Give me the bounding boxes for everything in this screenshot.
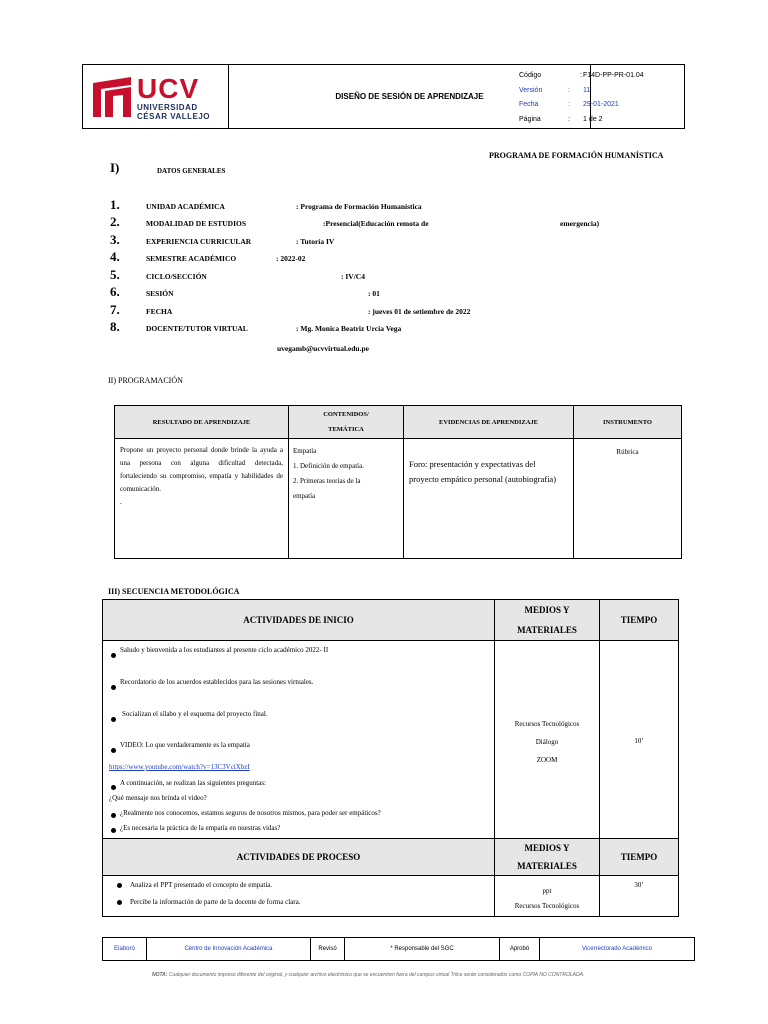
- proceso-item: Percibe la información de parte de la docente de forma clara.: [130, 898, 301, 906]
- document-title: DISEÑO DE SESIÓN DE APRENDIZAJE: [229, 65, 591, 128]
- elaboro-label: Elaboró: [103, 938, 147, 960]
- header-contenidos: [289, 406, 404, 439]
- bullet-icon: [111, 653, 116, 658]
- meta-label: Página: [519, 115, 541, 123]
- proceso-medios-header: [495, 839, 600, 876]
- programacion-table: [114, 405, 682, 559]
- question-3: ¿Es necesaria la práctica de la empatía en nuestras vidas?: [120, 824, 281, 832]
- contenido-line: Empatía: [293, 447, 317, 455]
- approval-footer: [102, 937, 695, 961]
- resultado-text: Propone un proyecto personal donde brinde la ayuda a una persona con alguna dificultad detectada, fortaleciendo su compromiso, empatía y habilidades de comunicación.: [120, 446, 283, 493]
- instrumento-cell: Rúbrica: [574, 439, 682, 559]
- logo-subtitle: [137, 103, 210, 121]
- item-number: 2.: [110, 214, 120, 229]
- unidad-value: : Programa de Formación Humanística: [296, 202, 422, 211]
- contenido-line: 1. Definición de empatía.: [293, 462, 364, 470]
- bullet-icon: [111, 785, 116, 790]
- evidencia-line: proyecto empático personal (autobiografía): [409, 474, 557, 484]
- medios-header-line2: MATERIALES: [517, 861, 577, 871]
- aprobo-value: Vicerrectorado Académico: [582, 946, 652, 952]
- resultado-dot: .: [120, 498, 122, 506]
- meta-label: Versión: [519, 86, 543, 94]
- contenido-line: 2. Primeras teorías de la: [293, 477, 361, 485]
- inicio-activities-cell: [103, 641, 495, 839]
- inicio-tiempo-header: TIEMPO: [600, 600, 679, 641]
- proceso-header: ACTIVIDADES DE PROCESO: [103, 839, 495, 876]
- header-instrumento: INSTRUMENTO: [574, 406, 682, 439]
- proceso-tiempo-header: TIEMPO: [600, 839, 679, 876]
- reviso-label: Revisó: [311, 938, 345, 960]
- note-text: Cualquier documento impreso diferente del original, y cualquier archivo electrónico que se encuentren fuera del campus virtual Trilce serán considerados como COPIA NO CONTROLADA.: [168, 972, 585, 978]
- unidad-label: UNIDAD ACADÉMICA: [146, 202, 225, 211]
- meta-sep: :: [580, 72, 582, 79]
- item-number: 6.: [110, 284, 120, 299]
- inicio-item: A continuación, se realizan las siguientes preguntas:: [120, 779, 266, 787]
- sesion-label: SESIÓN: [146, 289, 174, 298]
- bullet-icon: [111, 685, 116, 690]
- medio-item: Recursos Tecnológicos: [514, 720, 580, 728]
- docente-value: : Mg. Monica Beatriz Urcia Vega: [296, 324, 402, 333]
- bullet-icon: [117, 883, 122, 888]
- meta-row-pagina: [519, 116, 679, 131]
- meta-value: 29-01-2021: [583, 101, 619, 108]
- meta-value: F14D-PP-PR-01.04: [583, 72, 644, 79]
- modalidad-value: :Presencial(Educación remota de: [323, 219, 429, 228]
- header-evidencias: EVIDENCIAS DE APRENDIZAJE: [404, 406, 574, 439]
- meta-sep: :: [568, 101, 570, 108]
- bullet-icon: [111, 828, 116, 833]
- proceso-item: Analiza el PPT presentado el concepto de empatía.: [130, 881, 273, 889]
- reviso-value: * Responsable del SGC: [345, 938, 500, 960]
- sesion-value: : 01: [368, 289, 380, 298]
- aprobo-label: Aprobó: [500, 938, 540, 960]
- header-contenidos-line1: CONTENIDOS/: [323, 411, 369, 418]
- experiencia-label: EXPERIENCIA CURRICULAR: [146, 237, 252, 246]
- footer-note: [152, 972, 584, 978]
- bullet-icon: [111, 748, 116, 753]
- medio-item: Recursos Tecnológicos: [514, 902, 580, 910]
- elaboro-value: Centro de Innovación Académica: [147, 938, 311, 960]
- inicio-header: ACTIVIDADES DE INICIO: [103, 600, 495, 641]
- experiencia-value: : Tutoría IV: [296, 237, 335, 246]
- question-1: ¿Qué mensaje nos brinda el video?: [109, 794, 207, 802]
- ucv-logo: [83, 65, 229, 128]
- document-meta: [519, 72, 679, 130]
- modalidad-label: MODALIDAD DE ESTUDIOS: [146, 219, 247, 228]
- meta-value: 11: [583, 86, 591, 94]
- ucv-emblem-icon: [93, 77, 131, 117]
- ciclo-value: : IV/C4: [341, 272, 365, 281]
- bullet-icon: [111, 717, 116, 722]
- inicio-medios-cell: [495, 641, 600, 839]
- section-1-number: I): [110, 160, 120, 175]
- item-number: 1.: [110, 197, 120, 212]
- item-number: 7.: [110, 302, 120, 317]
- semestre-value: : 2022-02: [276, 254, 306, 263]
- meta-sep: :: [568, 86, 570, 94]
- proceso-activities-cell: [103, 876, 495, 917]
- item-number: 5.: [110, 267, 120, 282]
- meta-value: 1 de 2: [583, 115, 603, 123]
- section-1-title: DATOS GENERALES: [157, 167, 226, 175]
- section-2-title: II) PROGRAMACIÓN: [108, 376, 183, 385]
- modalidad-value-cont: emergencia): [560, 219, 600, 228]
- item-number: 3.: [110, 232, 120, 247]
- header-contenidos-line2: TEMÁTICA: [328, 426, 364, 433]
- logo-line-2: CÉSAR VALLEJO: [137, 112, 211, 121]
- contenidos-cell: [289, 439, 404, 559]
- meta-row-version: [519, 87, 679, 102]
- note-label: NOTA:: [152, 972, 168, 978]
- fecha-value: : jueves 01 de setiembre de 2022: [368, 307, 471, 316]
- docente-email: uvegamb@ucvvirtual.edu.pe: [277, 344, 369, 353]
- bullet-icon: [111, 813, 116, 818]
- logo-wordmark: UCV: [137, 73, 200, 104]
- meta-sep: :: [568, 115, 570, 123]
- bullet-icon: [117, 900, 122, 905]
- section-3-title: III) SECUENCIA METODOLÓGICA: [108, 587, 240, 596]
- secuencia-table: [102, 599, 679, 917]
- fecha-label: FECHA: [146, 307, 173, 316]
- docente-label: DOCENTE/TUTOR VIRTUAL: [146, 324, 248, 333]
- ciclo-label: CICLO/SECCIÓN: [146, 272, 207, 281]
- inicio-medios-header: [495, 600, 600, 641]
- medios-header-line2: MATERIALES: [517, 625, 577, 635]
- contenido-line: empatía: [293, 492, 316, 500]
- inicio-tiempo-cell: 10’: [600, 641, 679, 839]
- question-2: ¿Realmente nos conocemos, estamos seguros de nosotros mismos, para poder ser empáticos?: [120, 809, 381, 817]
- resultado-cell: [115, 439, 289, 559]
- video-link[interactable]: https://www.youtube.com/watch?v=13C3VciXbzI: [109, 763, 250, 771]
- logo-line-1: UNIVERSIDAD: [137, 103, 198, 112]
- inicio-item: Saludo y bienvenida a los estudiantes al presente ciclo académico 2022- II: [120, 646, 329, 654]
- item-number: 8.: [110, 319, 120, 334]
- inicio-item: Socializan el sílabo y el esquema del proyecto final.: [122, 710, 268, 718]
- document-header: [82, 64, 685, 129]
- proceso-medios-cell: [495, 876, 600, 917]
- program-title: PROGRAMA DE FORMACIÓN HUMANÍSTICA: [489, 151, 664, 160]
- evidencia-line: Foro: presentación y expectativas del: [409, 459, 536, 469]
- medios-header-line1: MEDIOS Y: [524, 843, 570, 853]
- semestre-label: SEMESTRE ACADÉMICO: [146, 254, 237, 263]
- proceso-tiempo-cell: 30’: [600, 876, 679, 917]
- inicio-item: Recordatorio de los acuerdos establecidos para las sesiones virtuales.: [120, 678, 314, 686]
- meta-label: Fecha: [519, 101, 539, 108]
- inicio-item: VIDEO: Lo que verdaderamente es la empatía: [120, 741, 250, 749]
- meta-row-codigo: [519, 72, 679, 87]
- medio-item: Diálogo: [535, 738, 559, 746]
- medio-item: ppt: [542, 887, 552, 895]
- evidencias-cell: [404, 439, 574, 559]
- meta-label: Código: [519, 72, 542, 79]
- meta-row-fecha: [519, 101, 679, 116]
- medio-item: ZOOM: [536, 756, 558, 764]
- medios-header-line1: MEDIOS Y: [524, 605, 570, 615]
- item-number: 4.: [110, 249, 120, 264]
- header-resultado: RESULTADO DE APRENDIZAJE: [115, 406, 289, 439]
